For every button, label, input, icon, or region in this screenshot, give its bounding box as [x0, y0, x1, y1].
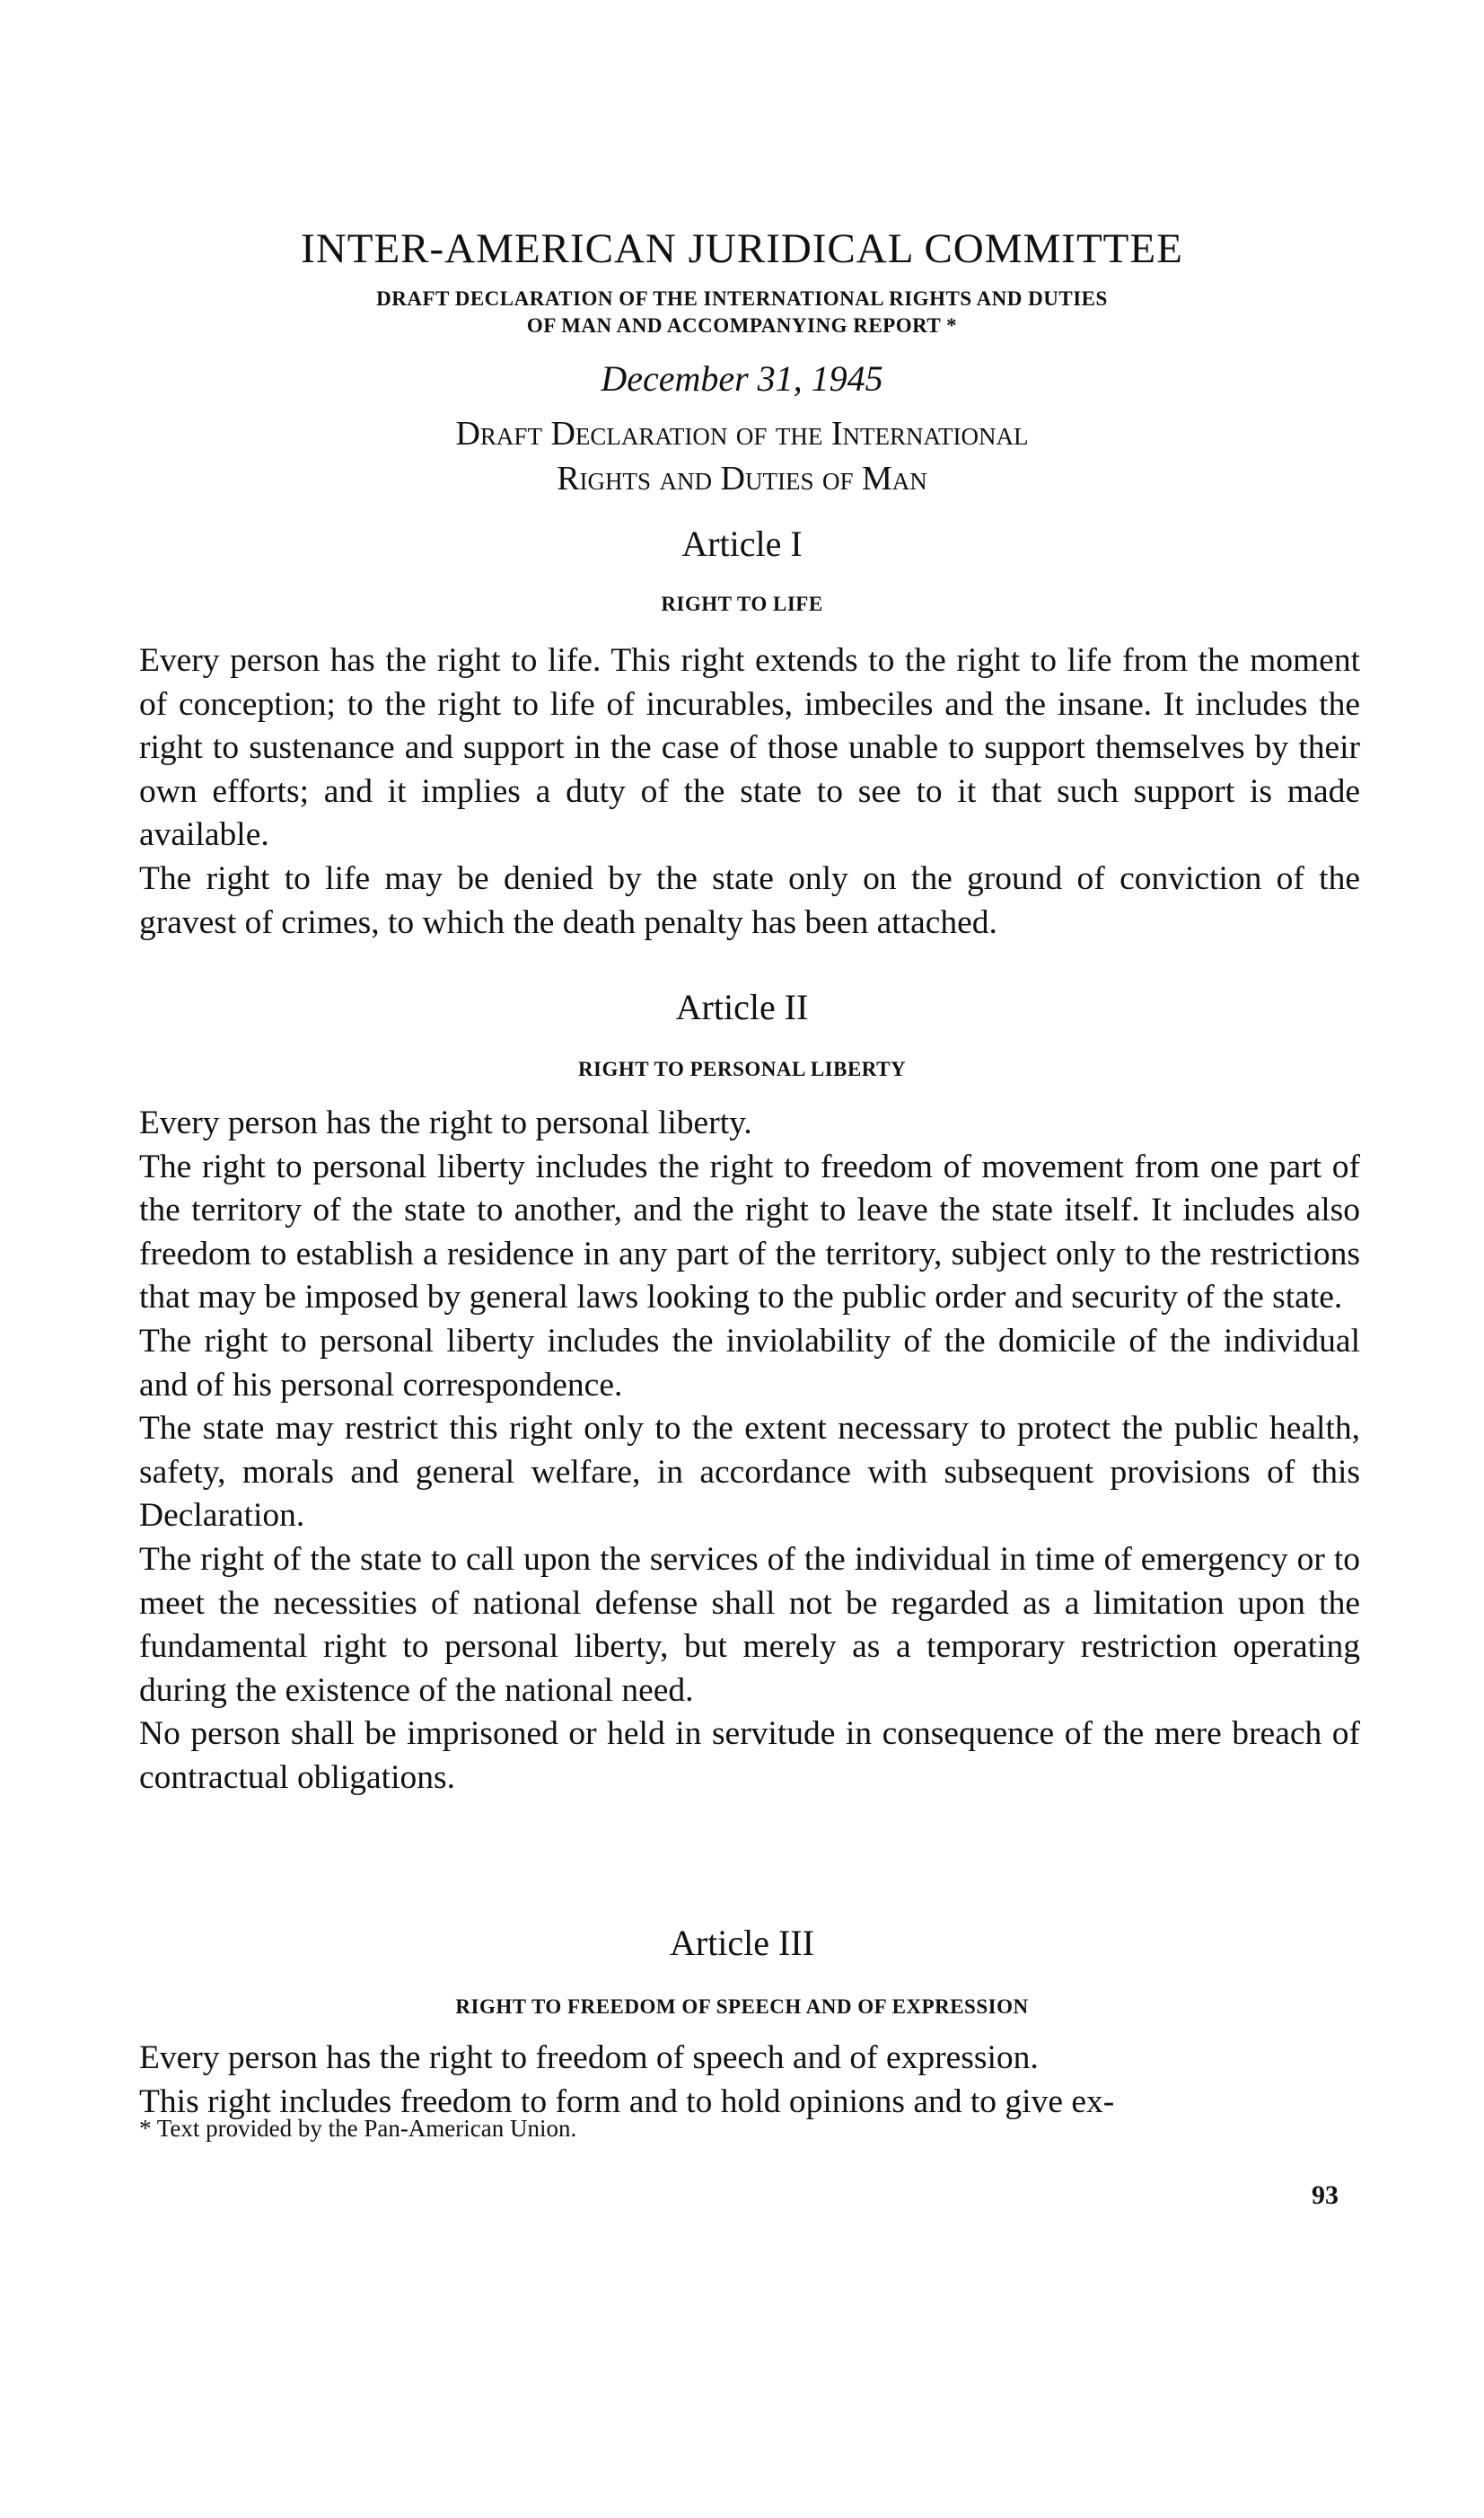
declaration-heading [0, 411, 1484, 501]
article-3-paragraph: This right includes freedom to form and to hold opinions and to give ex- [139, 2082, 1115, 2120]
article-1-body [139, 639, 1360, 945]
document-date: December 31, 1945 [601, 358, 883, 399]
page-number: 93 [1312, 2180, 1339, 2210]
article-2-paragraph: The right to personal liberty includes the right to freedom of movement from one part of the territory of the state to another, and the right to leave the state itself. It includes also freedom to establish a residence in any part of the territory, subject only to the restrictions that may be imposed by general laws looking to the public order and security of the state. [139, 1148, 1360, 1316]
article-2-subtitle: RIGHT TO PERSONAL LIBERTY [577, 1058, 907, 1080]
article-2-paragraph: The state may restrict this right only to the extent necessary to protect the public health, safety, morals and general welfare, in accordance with subsequent provisions of this Declaration. [139, 1410, 1360, 1535]
article-2-paragraph: The right of the state to call upon the services of the individual in time of emergency or to meet the necessities of national defense shall not be regarded as a limitation upon the fundamental right to personal liberty, but merely as a temporary restriction operating during the existence of the national need. [139, 1540, 1360, 1709]
article-1-title: Article I [681, 524, 803, 564]
article-3-body [139, 2037, 1360, 2124]
article-1-subtitle: RIGHT TO LIFE [661, 593, 823, 615]
article-1-paragraph: The right to life may be denied by the state only on the ground of conviction of the gravest of crimes, to which the death penalty has been attached. [139, 859, 1360, 941]
article-3-subtitle: RIGHT TO FREEDOM OF SPEECH AND OF EXPRESSION [455, 1995, 1029, 2018]
article-2-paragraph: No person shall be imprisoned or held in servitude in consequence of the mere breach of contractual obligations. [139, 1715, 1360, 1796]
footnote: * Text provided by the Pan-American Union. [139, 2115, 577, 2142]
declaration-heading-line-1: Draft Declaration of the International [455, 415, 1029, 453]
document-subtitle [0, 286, 1484, 339]
article-3-paragraph: Every person has the right to freedom of speech and of expression. [139, 2039, 1039, 2076]
article-2-title: Article II [675, 987, 809, 1027]
declaration-heading-line-2: Rights and Duties of Man [557, 460, 927, 497]
article-2-paragraph: Every person has the right to personal liberty. [139, 1105, 752, 1141]
article-2-paragraph: The right to personal liberty includes the inviolability of the domicile of the individual and of his personal correspondence. [139, 1322, 1360, 1404]
subtitle-line-2: OF MAN AND ACCOMPANYING REPORT * [526, 314, 958, 337]
article-3-title: Article III [669, 1923, 814, 1963]
article-1-paragraph: Every person has the right to life. This right extends to the right to life from the moment of conception; to the right to life of incurables, imbeciles and the insane. It includes the right to sustenance and support in the case of those unable to support themselves by their own efforts; and it implies a duty of the state to see to it that such support is made available. [139, 642, 1360, 854]
committee-title: INTER-AMERICAN JURIDICAL COMMITTEE [301, 225, 1183, 272]
subtitle-line-1: DRAFT DECLARATION OF THE INTERNATIONAL RIGHTS AND DUTIES [376, 287, 1108, 310]
article-2-body [139, 1102, 1360, 1800]
